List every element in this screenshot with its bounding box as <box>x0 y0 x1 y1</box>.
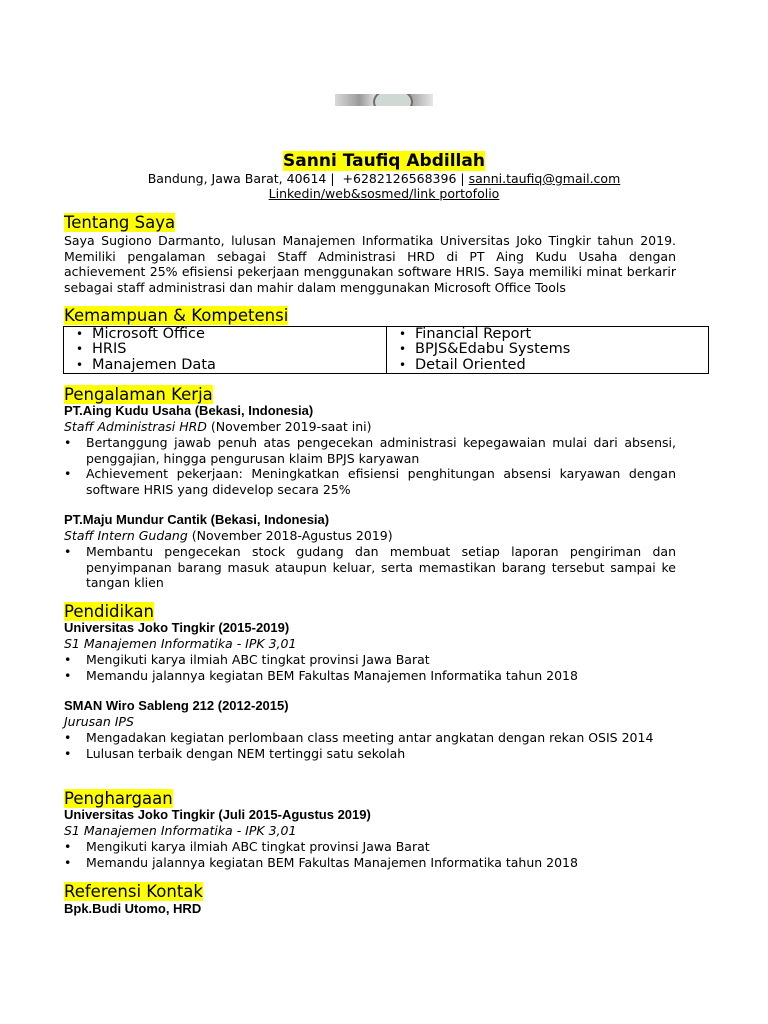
section-title-skills: Kemampuan & Kompetensi <box>64 306 289 325</box>
separator: | <box>460 171 465 186</box>
education-detail: Jurusan IPS <box>64 714 134 729</box>
job-role: Staff Administrasi HRD (November 2019-saat ini) <box>64 419 372 434</box>
job-company: PT.Aing Kudu Usaha (Bekasi, Indonesia) <box>64 403 314 418</box>
skill-item: • Detail Oriented <box>399 358 708 373</box>
education-school: Universitas Joko Tingkir (2015-2019) <box>64 620 290 635</box>
profile-photo <box>335 94 433 106</box>
education-detail: S1 Manajemen Informatika - IPK 3,01 <box>64 636 297 651</box>
reference-contact: Bpk.Budi Utomo, HRD <box>64 901 202 916</box>
list-item: • Mengadakan kegiatan perlombaan class meeting antar angkatan dengan rekan OSIS 2014 <box>64 730 676 746</box>
section-title-about: Tentang Saya <box>64 213 176 232</box>
skill-item: • HRIS <box>76 342 386 357</box>
education-achievements <box>64 652 676 683</box>
separator: | <box>330 171 335 186</box>
section-title-reference: Referensi Kontak <box>64 882 203 901</box>
award-achievements <box>64 839 676 870</box>
phone-text: +6282126568396 <box>342 171 457 186</box>
skills-column-right <box>386 327 708 373</box>
list-item: • Lulusan terbaik dengan NEM tertinggi satu sekolah <box>64 746 676 762</box>
list-item: • Bertanggung jawab penuh atas pengecekan administrasi kepegawaian mulai dari absensi, penggajian, hingga pengurusan klaim BPJS karyawan <box>64 435 676 466</box>
skills-table <box>63 326 709 374</box>
skills-column-left <box>64 327 386 373</box>
award-school: Universitas Joko Tingkir (Juli 2015-Agustus 2019) <box>64 807 371 822</box>
about-paragraph: Saya Sugiono Darmanto, lulusan Manajemen Informatika Universitas Joko Tingkir tahun 2019. Memiliki pengalaman sebagai Staff Administrasi HRD di PT Aing Kudu Usaha dengan achievement 25% efisiensi pekerjaan menggunakan software HRIS. Saya memiliki minat berkarir sebagai staff administrasi dan mahir dalam menggunakan Microsoft Office Tools <box>64 233 676 296</box>
job-duties <box>64 544 676 591</box>
email-link[interactable]: sanni.taufiq@gmail.com <box>468 171 621 186</box>
list-item: • Mengikuti karya ilmiah ABC tingkat provinsi Jawa Barat <box>64 652 676 668</box>
education-achievements <box>64 730 676 761</box>
skill-item: • Manajemen Data <box>76 358 386 373</box>
list-item: • Mengikuti karya ilmiah ABC tingkat provinsi Jawa Barat <box>64 839 676 855</box>
skill-item: • Financial Report <box>399 327 708 342</box>
section-title-awards: Penghargaan <box>64 789 173 808</box>
list-item: • Memandu jalannya kegiatan BEM Fakultas Manajemen Informatika tahun 2018 <box>64 855 676 871</box>
section-title-education: Pendidikan <box>64 602 154 621</box>
job-company: PT.Maju Mundur Cantik (Bekasi, Indonesia) <box>64 512 330 527</box>
skill-item: • BPJS&Edabu Systems <box>399 342 708 357</box>
section-title-experience: Pengalaman Kerja <box>64 385 213 404</box>
list-item: • Memandu jalannya kegiatan BEM Fakultas Manajemen Informatika tahun 2018 <box>64 668 676 684</box>
portfolio-link[interactable]: Linkedin/web&sosmed/link portofolio <box>268 186 500 201</box>
address-text: Bandung, Jawa Barat, 40614 <box>147 171 327 186</box>
candidate-name: Sanni Taufiq Abdillah <box>283 151 485 171</box>
job-role: Staff Intern Gudang (November 2018-Agustus 2019) <box>64 528 393 543</box>
education-school: SMAN Wiro Sableng 212 (2012-2015) <box>64 698 289 713</box>
award-detail: S1 Manajemen Informatika - IPK 3,01 <box>64 823 297 838</box>
contact-line <box>0 171 768 186</box>
list-item: • Membantu pengecekan stock gudang dan membuat setiap laporan pengiriman dan penyimpanan barang masuk ataupun keluar, serta memastikan barang tersebut sampai ke tangan klien <box>64 544 676 591</box>
list-item: • Achievement pekerjaan: Meningkatkan efisiensi penghitungan absensi karyawan dengan software HRIS yang didevelop secara 25% <box>64 466 676 497</box>
skill-item: • Microsoft Office <box>76 327 386 342</box>
job-duties <box>64 435 676 498</box>
